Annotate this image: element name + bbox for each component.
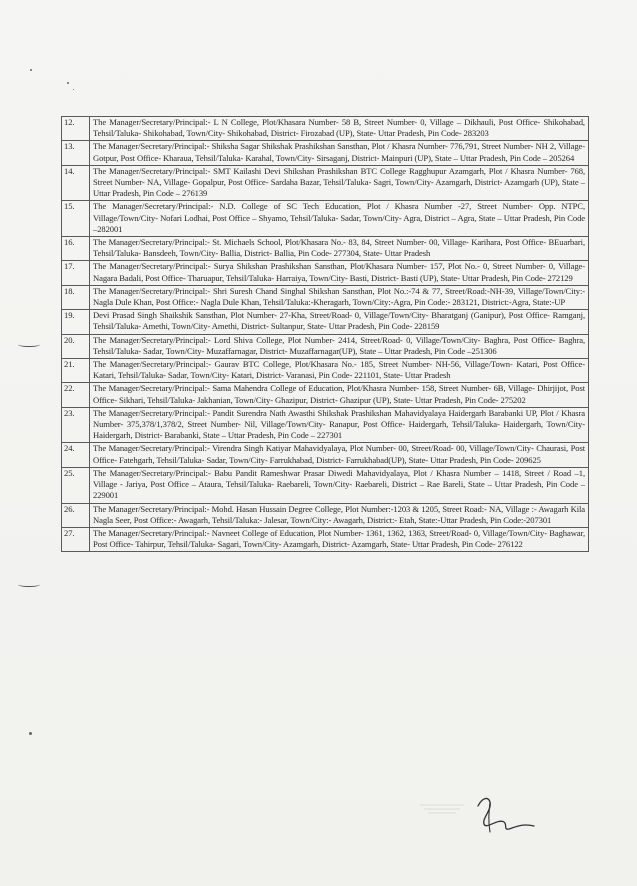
- table-row: [62, 359, 589, 383]
- table-row: [62, 407, 589, 443]
- entry-number: 18.: [62, 285, 90, 309]
- table-row: [62, 443, 589, 467]
- table-row: [62, 117, 589, 141]
- punch-hole-mark: [18, 580, 40, 587]
- entry-number: 22.: [62, 383, 90, 407]
- table-row: [62, 503, 589, 527]
- table-row: [62, 310, 589, 334]
- entry-address: The Manager/Secretary/Principal:- Virendra Singh Katiyar Mahavidyalaya, Plot Number- 00, Street/Road- 00, Village/Town/City- Chaurasi, Post Office- Fatehgarh, Tehsil/Taluka- Sadar, Town/City- Farrukhabad, District- Farrukhabad(UP), State- Uttar Pradesh, Pin Code- 209625: [90, 443, 589, 467]
- scan-speck: [73, 89, 74, 90]
- entry-number: 12.: [62, 117, 90, 141]
- table-row: [62, 237, 589, 261]
- entry-number: 24.: [62, 443, 90, 467]
- table-row: [62, 201, 589, 237]
- entry-number: 14.: [62, 165, 90, 201]
- entry-number: 25.: [62, 467, 90, 503]
- entry-address: The Manager/Secretary/Principal:- Shri Suresh Chand Singhal Shikshan Sansthan, Plot No.:-74 & 77, Street/Road:-NH-39, Village/Town/City:-Nagla Dule Khan, Post Office:- Nagla Dule Khan, Tehsil/Taluka:-Kheragarh, Town/City:-Agra, Pin Code:- 283121, District:-Agra, State:-UP: [90, 285, 589, 309]
- table-row: [62, 141, 589, 165]
- entry-address: The Manager/Secretary/Principal:- SMT Kailashi Devi Shikshan Prashikshan BTC College Ragghupur Azamgarh, Plot / Khasra Number- 768, Street Number- NA, Village- Gopalpur, Post Office- Sardaha Bazar, Tehsil/Taluka- Sagri, Town/City- Azamgarh, District- Azamgarh (UP), State – Uttar Pradesh, Pin Code – 276139: [90, 165, 589, 201]
- entry-number: 19.: [62, 310, 90, 334]
- entry-address: The Manager/Secretary/Principal:- Lord Shiva College, Plot Number- 2414, Street/Road- 0, Village/Town/City- Baghra, Post Office- Baghra, Tehsil/Taluka- Sadar, Town/City- Muzaffarnagar, District- Muzaffarnagar(UP), State – Uttar Pradesh, Pin Code –251306: [90, 334, 589, 358]
- entry-number: 17.: [62, 261, 90, 285]
- table-row: [62, 527, 589, 551]
- table-row: [62, 467, 589, 503]
- institution-list-table: [61, 116, 589, 552]
- entry-number: 21.: [62, 359, 90, 383]
- table-row: [62, 261, 589, 285]
- table-row: [62, 383, 589, 407]
- punch-hole-mark: [18, 340, 40, 347]
- scan-speck: [30, 69, 32, 71]
- entry-number: 26.: [62, 503, 90, 527]
- entry-address: Devi Prasad Singh Shaikshik Sansthan, Plot Number- 27-Kha, Street/Road- 0, Village/Town/City- Bharatganj (Ganipur), Post Office- Ramganj, Tehsil/Taluka- Amethi, Town/City- Amethi, District- Sultanpur, State- Uttar Pradesh, Pin Code- 228159: [90, 310, 589, 334]
- entry-address: The Manager/Secretary/Principal:- Gaurav BTC College, Plot/Khasara No.- 185, Street Number- NH-56, Village/Town- Katari, Post Office- Katari, Tehsil/Taluka- Sadar, Town/City- Katari, District- Varanasi, Pin Code- 221101, State- Uttar Pradesh: [90, 359, 589, 383]
- bleed-through-marks: [420, 802, 466, 816]
- scan-speck: [67, 82, 69, 84]
- entry-number: 20.: [62, 334, 90, 358]
- handwritten-signature: [468, 788, 538, 838]
- entry-address: The Manager/Secretary/Principal:- Mohd. Hasan Hussain Degree College, Plot Number:-1203 & 1205, Street Road:- NA, Village :- Awagarh Kila Nagla Seer, Post Office:- Awagarh, Tehsil/Taluka:- Jalesar, Town/City:- Awagarh, District:- Etah, State:-Uttar Pradesh, Pin Code:-207301: [90, 503, 589, 527]
- entry-number: 16.: [62, 237, 90, 261]
- entry-address: The Manager/Secretary/Principal:- Pandit Surendra Nath Awasthi Shikshak Prashikshan Mahavidyalaya Haidergarh Barabanki UP, Plot / Khasra Number- 375,378/1,378/2, Street Number- Nil, Village/Town/City- Ranapur, Post Office- Haidergarh, Tehsil/Taluka- Haidergarh, Town/City- Haidergarh, District- Barabanki, State – Uttar Pradesh, Pin Code – 227301: [90, 407, 589, 443]
- entry-number: 13.: [62, 141, 90, 165]
- entry-address: The Manager/Secretary/Principal:- Sama Mahendra College of Education, Plot/Khasra Number- 158, Street Number- 6B, Village- Dhirjijot, Post Office- Sikhari, Tehsil/Taluka- Jakhanian, Town/City- Ghazipur, District- Ghazipur (UP), State- Uttar Pradesh, Pin Code- 275202: [90, 383, 589, 407]
- entry-address: The Manager/Secretary/Principal:- L N College, Plot/Khasara Number- 58 B, Street Number- 0, Village – Dikhauli, Post Office- Shikohabad, Tehsil/Taluka- Shikohabad, Town/City- Shikohabad, District- Firozabad (UP), State- Uttar Pradesh, Pin Code- 283203: [90, 117, 589, 141]
- entry-address: The Manager/Secretary/Principal:- St. Michaels School, Plot/Khasara No.- 83, 84, Street Number- 00, Village- Karihara, Post Office- BEuarbari, Tehsil/Taluka- Bansdeeh, Town/City- Ballia, District- Ballia, Pin Code- 277304, State- Uttar Pradesh: [90, 237, 589, 261]
- entry-address: The Manager/Secretary/Principal:- Babu Pandit Rameshwar Prasar Diwedi Mahavidyalaya, Plot / Khasra Number – 1418, Street / Road –1, Village - Jariya, Post Office – Ataura, Tehsil/Taluka- Raebareli, Town/City- Raebareli, District – Rae Bareli, State – Uttar Pradesh, Pin Code – 229001: [90, 467, 589, 503]
- entry-number: 27.: [62, 527, 90, 551]
- entry-number: 23.: [62, 407, 90, 443]
- entry-address: The Manager/Secretary/Principal:- Surya Shikshan Prashikshan Sansthan, Plot/Khasara Number- 157, Plot No.- 0, Street Number- 0, Village- Nagara Badali, Post Office- Tharuapur, Tehsil/Taluka- Harraiya, Town/City- Basti, District- Basti (UP), State- Uttar Pradesh, Pin Code- 272129: [90, 261, 589, 285]
- table-row: [62, 334, 589, 358]
- entry-address: The Manager/Secretary/Principal:- N.D. College of SC Tech Education, Plot / Khasra Number -27, Street Number- Opp. NTPC, Village/Town/City- Nofari Lodhai, Post Office – Shyamo, Tehsil/Taluka- Sadar, Town/City- Agra, District – Agra, State – Uttar Pradesh, Pin Code –282001: [90, 201, 589, 237]
- table-row: [62, 285, 589, 309]
- entry-number: 15.: [62, 201, 90, 237]
- entry-address: The Manager/Secretary/Principal:- Shiksha Sagar Shikshak Prashikshan Sansthan, Plot / Khasra Number- 776,791, Street Number- NH 2, Village- Gotpur, Post Office- Kharaua, Tehsil/Taluka- Karahal, Town/City- Sirsaganj, District- Mainpuri (UP), State – Uttar Pradesh, Pin Code – 205264: [90, 141, 589, 165]
- entry-address: The Manager/Secretary/Principal:- Navneet College of Education, Plot Number- 1361, 1362, 1363, Street/Road- 0, Village/Town/City- Baghawar, Post Office- Tahirpur, Tehsil/Taluka- Sagari, Town/City- Azamgarh, District- Azamgarh, State- Uttar Pradesh, Pin Code- 276122: [90, 527, 589, 551]
- scan-speck: [29, 732, 32, 735]
- table-row: [62, 165, 589, 201]
